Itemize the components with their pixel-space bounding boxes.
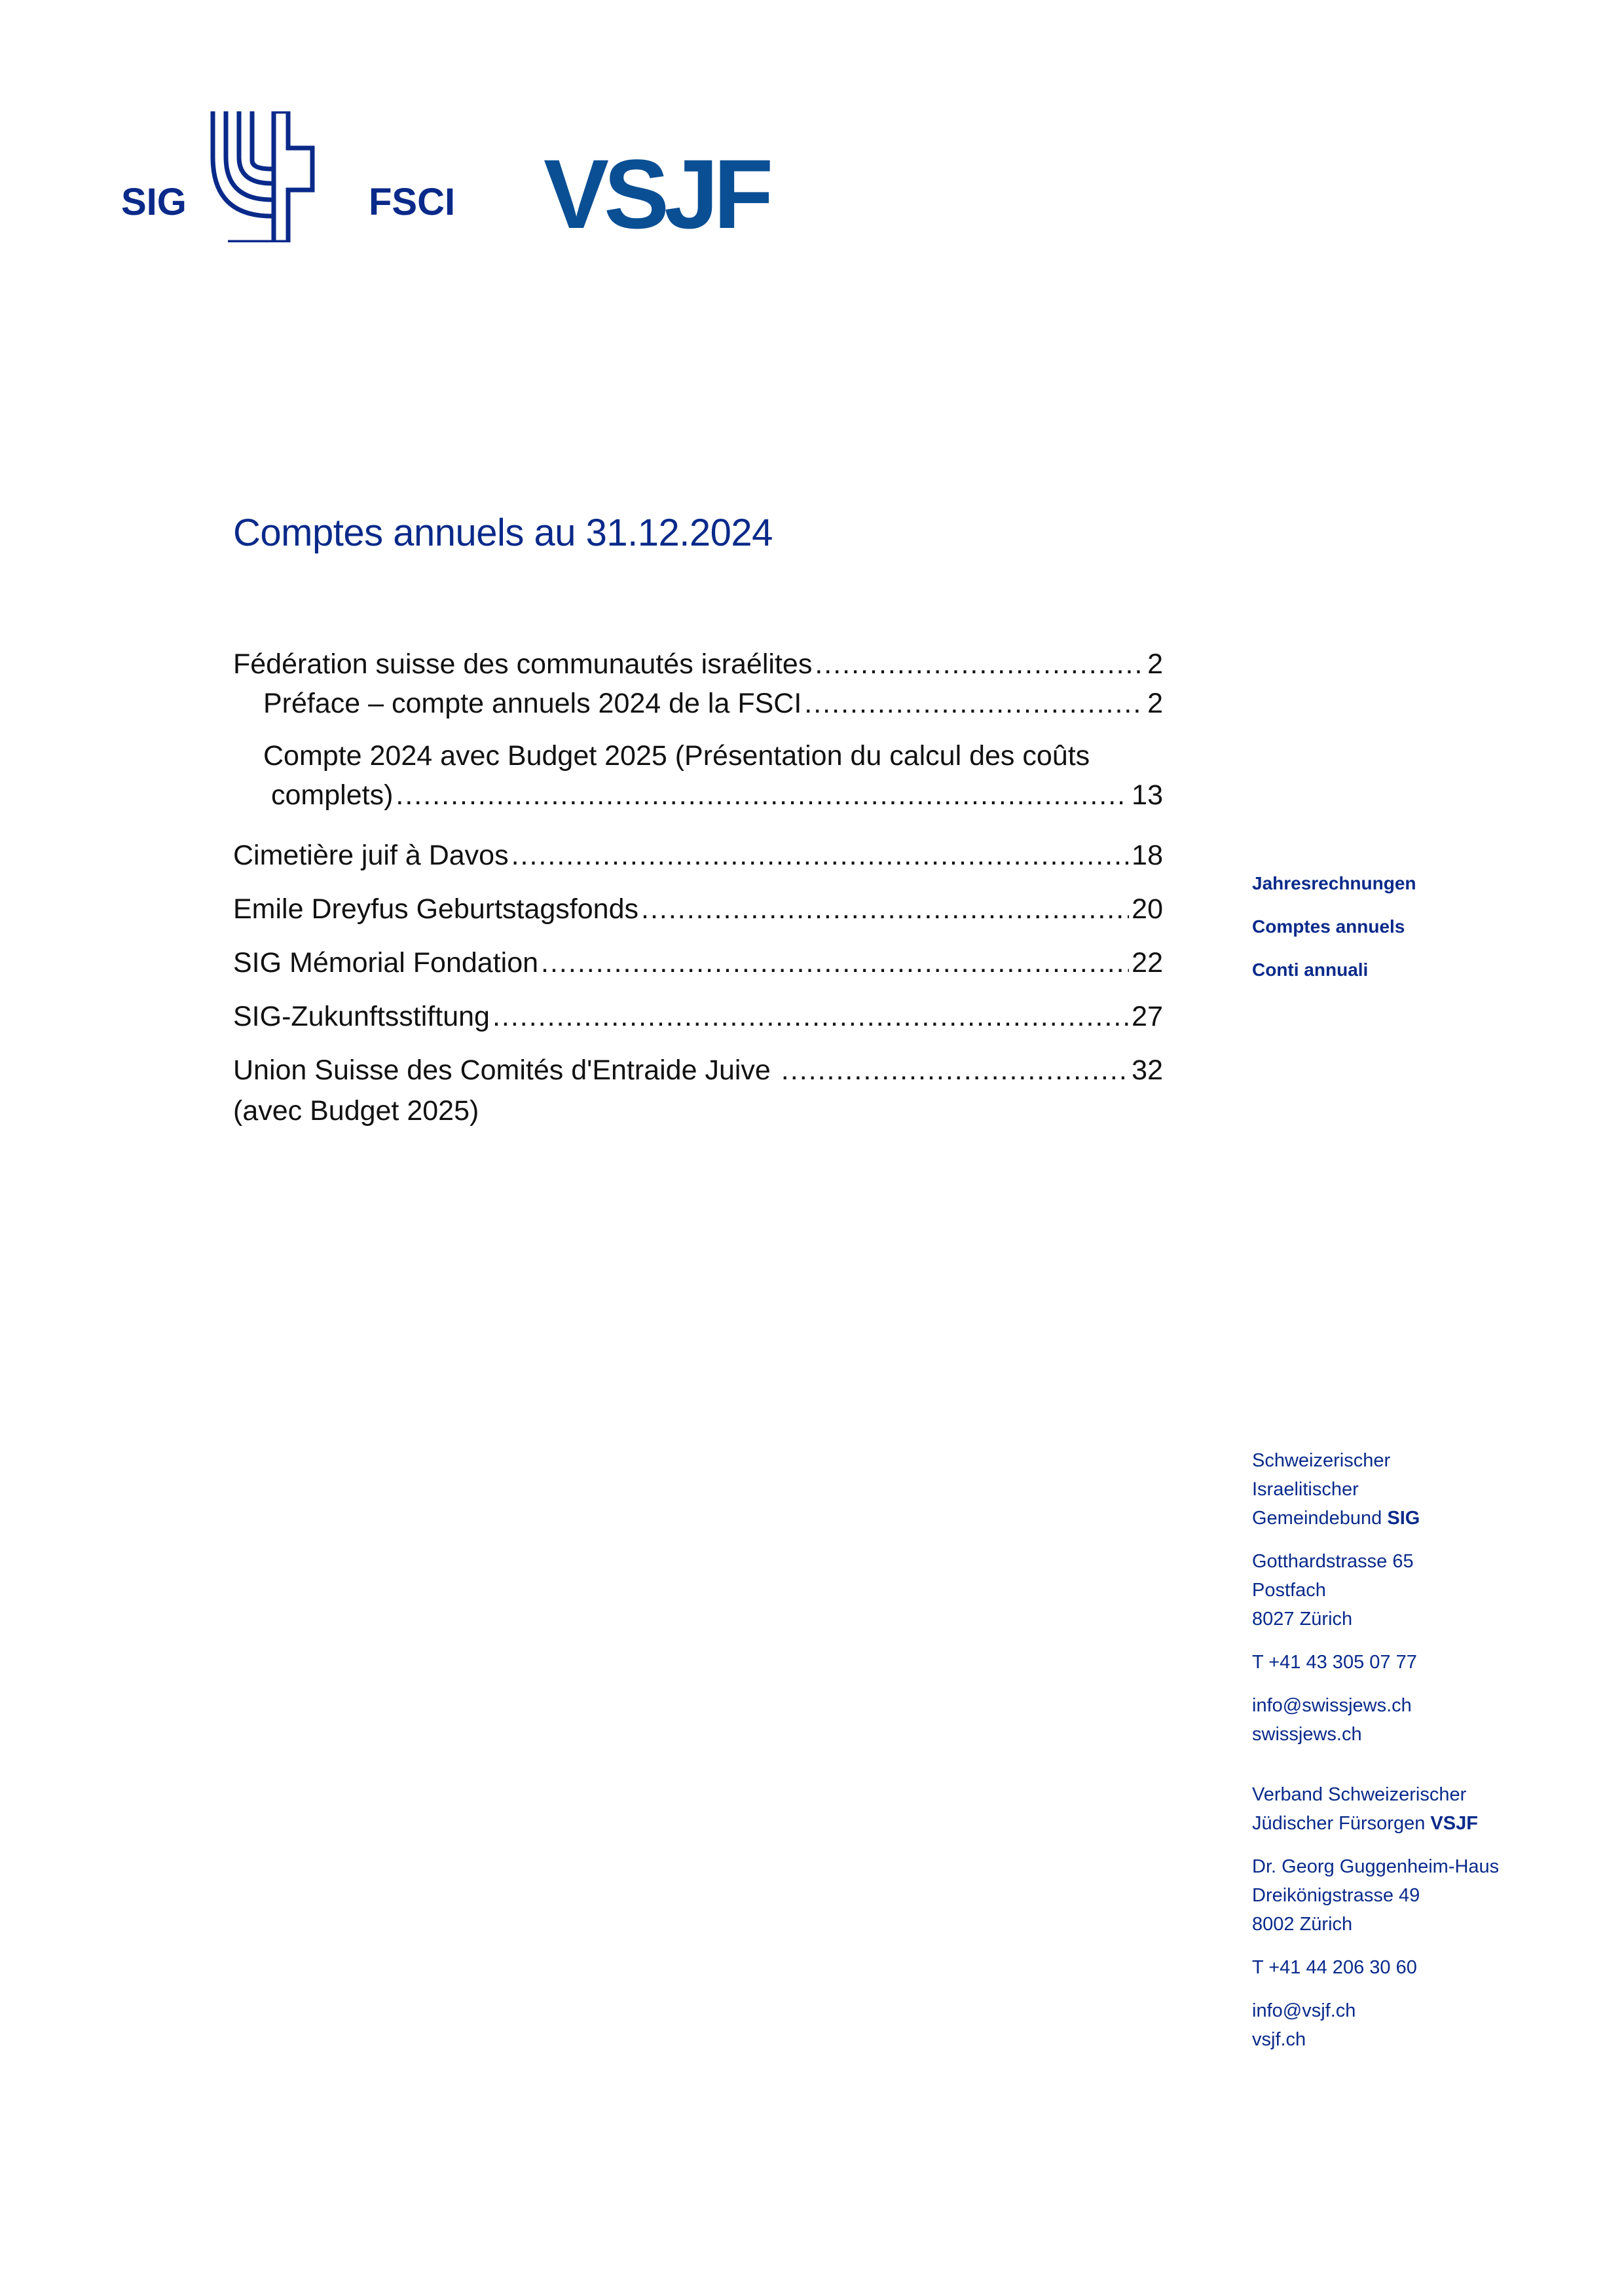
sig-logo-text: SIG (121, 181, 187, 223)
sig-name-line: Schweizerischer (1252, 1450, 1391, 1471)
page-title: Comptes annuels au 31.12.2024 (233, 512, 773, 554)
toc-entry-page: 2 (1147, 648, 1163, 680)
vsjf-address-line: Dreikönigstrasse 49 (1252, 1885, 1420, 1906)
toc-entry-page: 22 (1132, 947, 1163, 979)
vsjf-contact-block (1252, 1780, 1499, 2054)
toc-leader (804, 688, 1145, 720)
toc-entry-page: 13 (1132, 779, 1163, 811)
toc-leader (492, 1001, 1129, 1033)
sig-address-line: 8027 Zürich (1252, 1609, 1353, 1630)
toc-entry-label: SIG Mémorial Fondation (233, 947, 539, 979)
label-german: Jahresrechnungen (1252, 873, 1416, 893)
sig-name-bold: SIG (1387, 1508, 1420, 1529)
toc-entry-label: Préface – compte annuels 2024 de la FSCI (263, 688, 802, 719)
toc-entry[interactable] (233, 1001, 1163, 1033)
toc-entry-label: complets) (271, 779, 394, 811)
toc-leader (781, 1054, 1129, 1087)
toc-entry[interactable] (233, 947, 1163, 979)
vsjf-phone[interactable]: T +41 44 206 30 60 (1252, 1957, 1417, 1978)
vsjf-logo (544, 151, 805, 262)
toc-entry-label: SIG-Zukunftsstiftung (233, 1001, 490, 1032)
toc-entry-page: 32 (1132, 1054, 1163, 1086)
toc-entry-label: Union Suisse des Comités d'Entraide Juive (233, 1054, 779, 1086)
sig-email-link[interactable]: info@swissjews.ch (1252, 1695, 1412, 1716)
toc-entry-label: Fédération suisse des communautés israélites (233, 648, 813, 680)
sig-contact-block (1252, 1446, 1420, 1749)
label-french: Comptes annuels (1252, 916, 1405, 937)
toc-entry-label: Cimetière juif à Davos (233, 840, 509, 871)
sig-name-line: Israelitischer (1252, 1479, 1359, 1500)
toc-entry-label: Emile Dreyfus Geburtstagsfonds (233, 893, 638, 925)
vsjf-address-line: 8002 Zürich (1252, 1914, 1353, 1935)
toc-entry[interactable] (233, 1054, 1163, 1087)
toc-leader (815, 648, 1145, 681)
toc-leader (541, 947, 1129, 979)
toc-leader (641, 893, 1129, 925)
sig-address-line: Gotthardstrasse 65 (1252, 1551, 1414, 1572)
sig-name-line: Gemeindebund SIG (1252, 1508, 1420, 1529)
toc-entry-label-line1[interactable]: Compte 2024 avec Budget 2025 (Présentation du calcul des coûts (263, 740, 1090, 772)
toc-leader (396, 779, 1129, 812)
fsci-logo-text: FSCI (369, 181, 456, 223)
vsjf-email-link[interactable]: info@vsjf.ch (1252, 2000, 1356, 2021)
document-type-labels (1252, 862, 1416, 992)
vsjf-name-line: Jüdischer Fürsorgen VSJF (1252, 1813, 1478, 1834)
sig-address-line: Postfach (1252, 1580, 1326, 1601)
vsjf-name-line: Verband Schweizerischer (1252, 1784, 1467, 1805)
sig-fsci-logo (121, 111, 462, 242)
toc-entry-page: 27 (1132, 1001, 1163, 1032)
toc-entry-page: 18 (1132, 840, 1163, 871)
sig-website-link[interactable]: swissjews.ch (1252, 1724, 1362, 1745)
toc-entry[interactable] (263, 688, 1163, 720)
vsjf-address-line: Dr. Georg Guggenheim-Haus (1252, 1856, 1500, 1877)
label-italian: Conti annuali (1252, 960, 1369, 980)
toc-entry[interactable] (271, 779, 1163, 812)
toc-entry[interactable] (233, 893, 1163, 925)
vsjf-logo-text: VSJF (544, 151, 769, 249)
sig-phone[interactable]: T +41 43 305 07 77 (1252, 1652, 1417, 1673)
toc-entry[interactable] (233, 648, 1163, 681)
toc-entry-page: 2 (1147, 688, 1163, 719)
toc-entry-label-line2[interactable]: (avec Budget 2025) (233, 1095, 479, 1127)
vsjf-website-link[interactable]: vsjf.ch (1252, 2029, 1306, 2050)
toc-entry[interactable] (233, 840, 1163, 872)
vsjf-name-bold: VSJF (1430, 1813, 1478, 1834)
toc-entry-page: 20 (1132, 893, 1163, 925)
toc-leader (511, 840, 1130, 872)
